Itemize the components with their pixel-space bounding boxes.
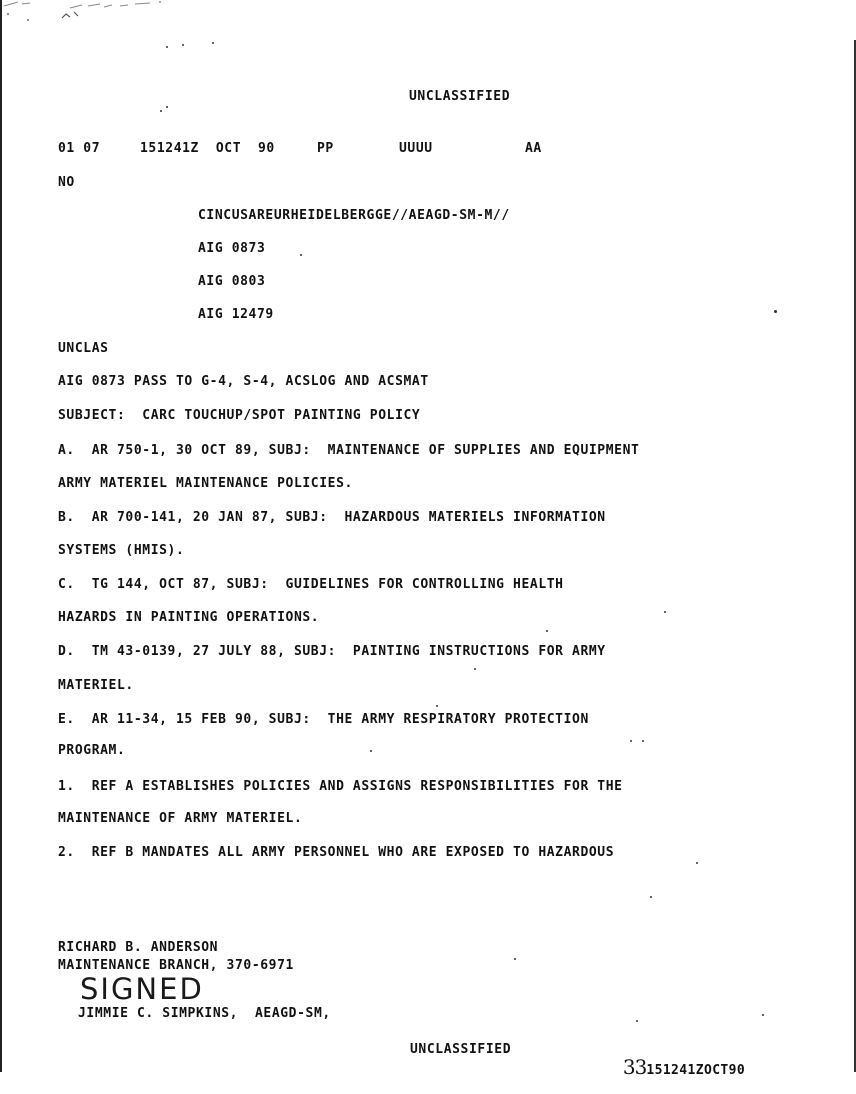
scan-speck — [546, 630, 548, 632]
scan-left-edge — [0, 0, 2, 1072]
header-class-code: UUUU — [399, 141, 433, 156]
scan-speck — [300, 254, 302, 256]
body-line: MAINTENANCE OF ARMY MATERIEL. — [58, 811, 303, 826]
scan-speck — [436, 705, 438, 707]
header-sequence: 01 07 — [58, 141, 101, 156]
body-line: UNCLAS — [58, 341, 109, 356]
header-dtg: 151241Z OCT 90 — [140, 141, 275, 156]
body-line: 1. REF A ESTABLISHES POLICIES AND ASSIGNS RESPONSIBILITIES FOR THE — [58, 779, 623, 794]
scan-speck — [514, 958, 516, 960]
scan-speck — [474, 668, 476, 670]
signer-name: RICHARD B. ANDERSON — [58, 940, 219, 955]
header-code: AA — [525, 141, 542, 156]
addressee-line: CINCUSAREURHEIDELBERGGE//AEAGD-SM-M// — [198, 208, 510, 223]
body-line: A. AR 750-1, 30 OCT 89, SUBJ: MAINTENANCE OF SUPPLIES AND EQUIPMENT — [58, 443, 640, 458]
page-dtg-id: 151241ZOCT90 — [646, 1063, 746, 1078]
releasing-officer: JIMMIE C. SIMPKINS, AEAGD-SM, — [78, 1006, 331, 1021]
scan-speck — [664, 611, 666, 613]
body-line: D. TM 43-0139, 27 JULY 88, SUBJ: PAINTING INSTRUCTIONS FOR ARMY — [58, 644, 606, 659]
scan-speck — [166, 106, 168, 108]
page-footer-id — [590, 1040, 745, 1094]
page-number: 33 — [622, 1055, 647, 1079]
scan-speck — [182, 44, 184, 46]
body-line: B. AR 700-141, 20 JAN 87, SUBJ: HAZARDOUS MATERIELS INFORMATION — [58, 510, 606, 525]
body-line: AIG 0873 PASS TO G-4, S-4, ACSLOG AND ACSMAT — [58, 374, 429, 389]
body-line: E. AR 11-34, 15 FEB 90, SUBJ: THE ARMY RESPIRATORY PROTECTION — [58, 712, 589, 727]
addressee-line: AIG 0873 — [198, 241, 266, 256]
body-line: C. TG 144, OCT 87, SUBJ: GUIDELINES FOR CONTROLLING HEALTH — [58, 577, 564, 592]
signer-branch: MAINTENANCE BRANCH, 370-6971 — [58, 958, 294, 973]
scan-speck — [166, 46, 168, 48]
scan-speck — [636, 1020, 638, 1022]
classification-bottom: UNCLASSIFIED — [410, 1042, 512, 1057]
scan-speck — [160, 110, 162, 112]
body-line: ARMY MATERIEL MAINTENANCE POLICIES. — [58, 476, 353, 491]
classification-top: UNCLASSIFIED — [409, 89, 511, 104]
scan-speck — [762, 1014, 764, 1016]
body-line: SYSTEMS (HMIS). — [58, 543, 185, 558]
scan-speck — [630, 740, 632, 742]
addressee-line: AIG 12479 — [198, 307, 274, 322]
body-line: MATERIEL. — [58, 678, 134, 693]
body-line: HAZARDS IN PAINTING OPERATIONS. — [58, 610, 320, 625]
scan-speck — [642, 740, 644, 742]
scan-speck — [774, 310, 777, 313]
body-line: 2. REF B MANDATES ALL ARMY PERSONNEL WHO ARE EXPOSED TO HAZARDOUS — [58, 845, 615, 860]
body-line: PROGRAM. — [58, 743, 126, 758]
no-line: NO — [58, 175, 75, 190]
subject-line: SUBJECT: CARC TOUCHUP/SPOT PAINTING POLICY — [58, 408, 421, 423]
scan-speck — [212, 42, 214, 44]
scan-noise-marks — [0, 0, 170, 30]
signed-stamp: SIGNED — [80, 972, 204, 1006]
addressee-line: AIG 0803 — [198, 274, 266, 289]
header-precedence: PP — [317, 141, 334, 156]
scan-speck — [696, 862, 698, 864]
scan-speck — [370, 750, 372, 752]
scan-speck — [650, 896, 652, 898]
